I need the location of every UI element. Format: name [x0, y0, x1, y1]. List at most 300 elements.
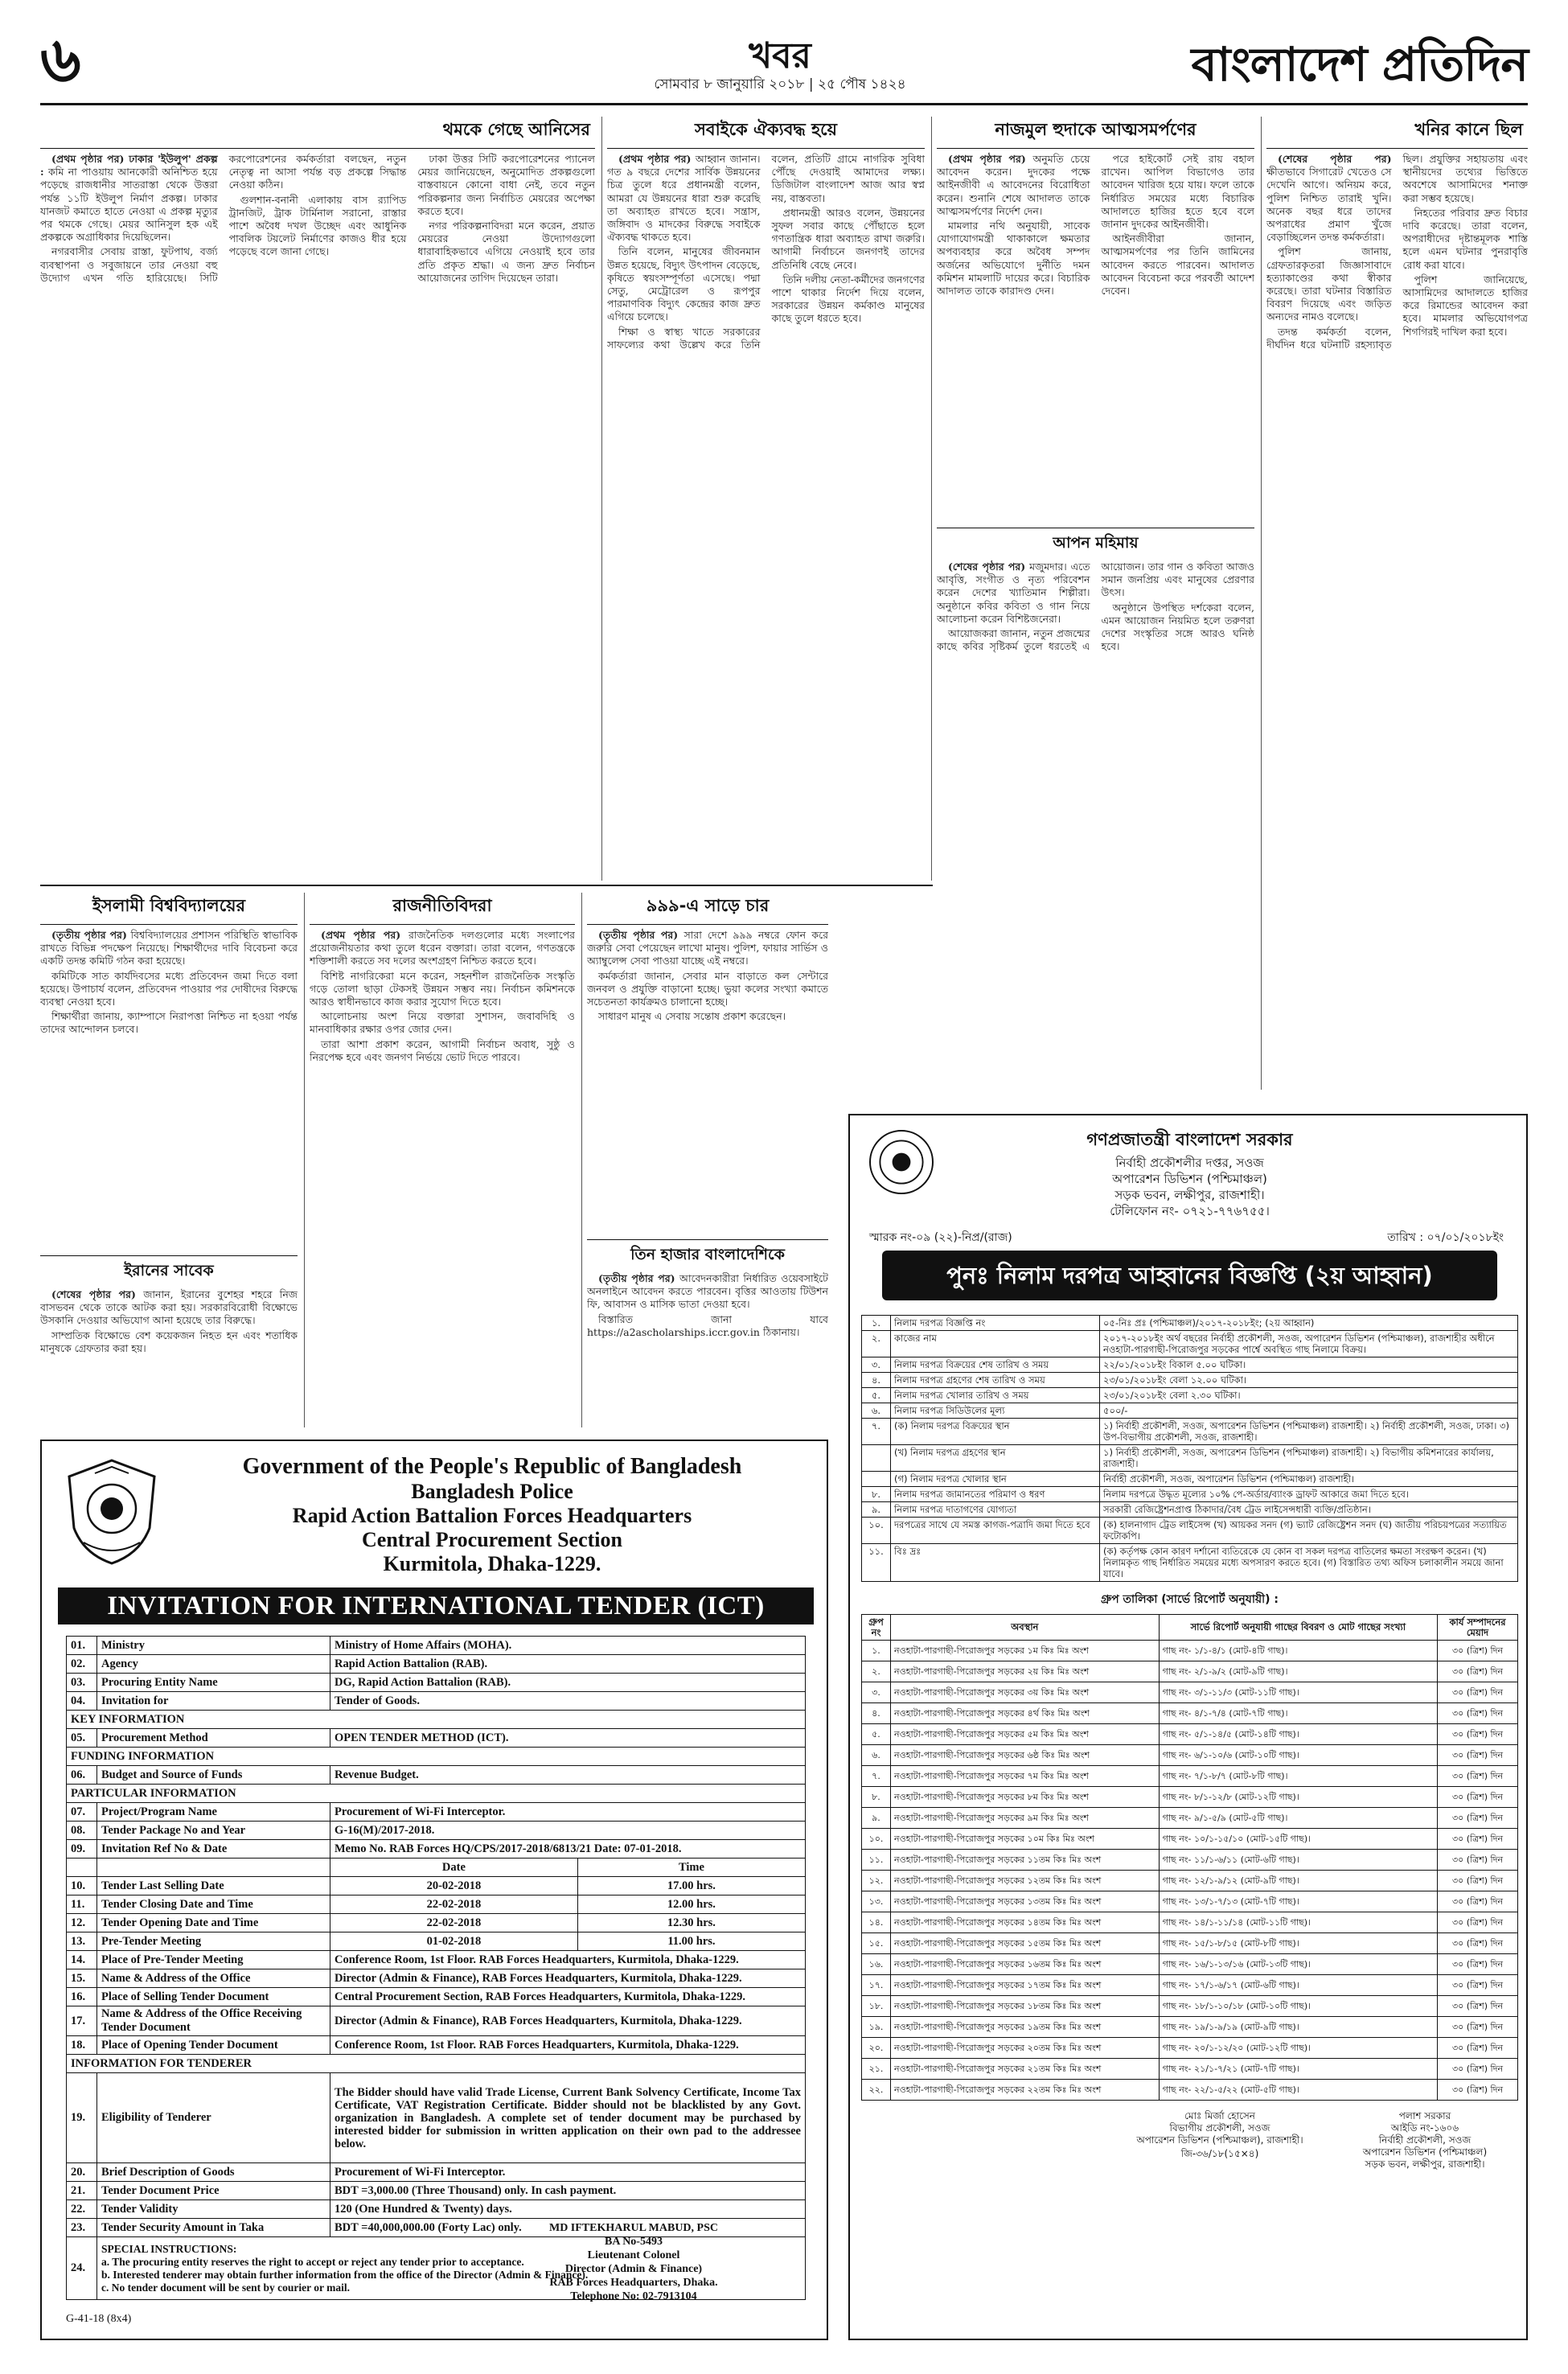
group-number: ২২. [862, 2080, 891, 2101]
group-description: গাছ নং- ২১/১-৭/২১ (মোট-৭টি গাছ)। [1159, 2059, 1437, 2080]
group-row [862, 1954, 1518, 1975]
group-location: নওহাটা-পারগাছী-পিরোজপুর সড়কের ২য় কিঃ মিঃ অংশ [891, 1661, 1160, 1682]
row-key: বিঃ দ্রঃ [891, 1544, 1100, 1582]
row-time: 17.00 hrs. [577, 1877, 805, 1896]
story-politics [310, 893, 575, 1431]
group-row [862, 1724, 1518, 1745]
group-number: ১৭. [862, 1975, 891, 1996]
column-divider [1261, 117, 1262, 1090]
signer-title: নির্বাহী প্রকৌশলী, সওজ [1378, 2134, 1472, 2146]
col-description: সার্ভে রিপোর্ট অনুযায়ী গাছের বিবরণ ও মোট গাছের সংখ্যা [1159, 1615, 1437, 1641]
row-time: 12.00 hrs. [577, 1896, 805, 1914]
rab-police: Bangladesh Police [411, 1480, 573, 1503]
row-key: নিলাম দরপত্র জামানতের পরিমাণ ও ধরণ [891, 1487, 1100, 1502]
special-item: b. Interested tenderer may obtain further information from the office of the Director (Admin & Finance). [101, 2268, 589, 2281]
table-row [862, 1419, 1518, 1445]
story-mine [1266, 117, 1528, 1098]
section-row [67, 1711, 806, 1729]
section-label: INFORMATION FOR TENDERER [67, 2055, 806, 2073]
table-row [862, 1502, 1518, 1518]
row-number: 17. [67, 2006, 97, 2036]
group-row [862, 1661, 1518, 1682]
row-number: 04. [67, 1692, 97, 1711]
group-duration: ৩০ (ত্রিশ) দিন [1438, 1766, 1518, 1787]
group-description: গাছ নং- ৭/১-৮/৭ (মোট-৮টি গাছ)। [1159, 1766, 1437, 1787]
signer-name: মোঃ মির্জা হোসেন [1184, 2110, 1255, 2121]
row-value: ২৩/০১/২০১৮ইং বেলা ১২.০০ ঘটিকা। [1100, 1373, 1518, 1388]
column-divider [581, 893, 582, 1427]
row-value: The Bidder should have valid Trade License, Current Bank Solvency Certificate, Income Tax Certificate, VAT Registration Certificate. Bidder should not be blacklisted by any Govt. organization in Bangladesh. A complete set of tender document may be purchased by interested bidder for submission in written application on their own pad to the addressee below. [330, 2073, 806, 2163]
group-description: গাছ নং- ১৪/১-১১/১৪ (মোট-১১টি গাছ)। [1159, 1912, 1437, 1933]
group-location: নওহাটা-পারগাছী-পিরোজপুর সড়কের ৪র্থ কিঃ মিঃ অংশ [891, 1703, 1160, 1724]
group-location: নওহাটা-পারগাছী-পিরোজপুর সড়কের ১৮তম কিঃ মিঃ অংশ [891, 1996, 1160, 2017]
group-duration: ৩০ (ত্রিশ) দিন [1438, 1787, 1518, 1808]
group-duration: ৩০ (ত্রিশ) দিন [1438, 2080, 1518, 2101]
table-row [862, 1472, 1518, 1487]
story-paragraph: ক্ষীতভাবে সিগারেট খেতেও সে দেখেনি আগে। অনিয়ম করে, পুলিশ নিশ্চিত তারাই খুনি। অনেক বছর ধরে তাদের অপরাধের প্রমাণ খুঁজে বেড়াচ্ছিলেন তদন্ত কর্মকর্তারা। [1266, 166, 1392, 244]
story-subheadline: ইরানের সাবেক [40, 1255, 298, 1285]
row-number: 15. [67, 1969, 97, 1988]
row-value: Rapid Action Battalion (RAB). [330, 1655, 806, 1674]
story-lead: (প্রথম পৃষ্ঠার পর) [618, 153, 692, 165]
table-row [67, 2200, 806, 2219]
story-headline: নাজমুল হুদাকে আত্মসমর্পণের [937, 117, 1254, 149]
row-key: Tender Last Selling Date [97, 1877, 330, 1896]
rab-gov: Government of the People's Republic of Bangladesh [242, 1454, 742, 1479]
group-location: নওহাটা-পারগাছী-পিরোজপুর সড়কের ১০ম কিঃ মিঃ অংশ [891, 1829, 1160, 1850]
group-description: গাছ নং- ৯/১-৫/৯ (মোট-৫টি গাছ)। [1159, 1808, 1437, 1829]
retender-banner: পুনঃ নিলাম দরপত্র আহ্বানের বিজ্ঞপ্তি (২য় আহ্বান) [882, 1251, 1497, 1300]
row-value: (ক) হালনাগাদ ট্রেড লাইসেন্স (খ) আয়কর সনদ (গ) ভ্যাট রেজিষ্ট্রেশন সনদ (ঘ) জাতীয় পরিচয়পত্রের সত্যায়িত ফটোকপি। [1100, 1518, 1518, 1544]
row-key: Budget and Source of Funds [97, 1766, 330, 1785]
group-number: ৯. [862, 1808, 891, 1829]
story-paragraph: সারা দেশে ৯৯৯ নম্বরে ফোন করে জরুরি সেবা পেয়েছেন লাখো মানুষ। পুলিশ, ফায়ার সার্ভিস ও অ্যাম্বুলেন্স সেবা পাওয়া যাচ্ছে এই নম্বরে। [587, 929, 828, 967]
row-number: 19. [67, 2073, 97, 2163]
row-value: ২৩/০১/২০১৮ইং বেলা ২.৩০ ঘটিকা। [1100, 1388, 1518, 1403]
section-row [67, 1785, 806, 1803]
row-value: Ministry of Home Affairs (MOHA). [330, 1637, 806, 1655]
story-paragraph: অনুষ্ঠানে উপস্থিত দর্শকেরা বলেন, এমন আয়োজন নিয়মিত হলে তরুণরা দেশের সংস্কৃতির সঙ্গে আরও ঘনিষ্ঠ হবে। [1101, 601, 1254, 653]
group-location: নওহাটা-পারগাছী-পিরোজপুর সড়কের ১২তম কিঃ মিঃ অংশ [891, 1871, 1160, 1891]
row-number: 18. [67, 2036, 97, 2055]
row-key: Tender Opening Date and Time [97, 1914, 330, 1932]
table-row [67, 2182, 806, 2200]
row-value: Procurement of Wi-Fi Interceptor. [330, 1803, 806, 1822]
table-row [67, 1896, 806, 1914]
group-row [862, 1703, 1518, 1724]
section-label: PARTICULAR INFORMATION [67, 1785, 806, 1803]
story-paragraph: শিক্ষা ও স্বাস্থ্য খাতে সরকারের সাফল্যের কথা উল্লেখ করে তিনি বলেন, প্রতিটি গ্রামে নাগরিক সুবিধা পৌঁছে দেওয়াই আমাদের লক্ষ্য। ডিজিটাল বাংলাদেশ আজ আর স্বপ্ন নয়, বাস্তবতা। [607, 153, 925, 351]
story-subheadline: তিন হাজার বাংলাদেশিকে [587, 1239, 828, 1269]
story-paragraph: প্রধানমন্ত্রী আরও বলেন, উন্নয়নের সুফল সবার কাছে পৌঁছাতে হলে গণতান্ত্রিক ধারা অব্যাহত রাখা জরুরি। আগামী নির্বাচনে জনগণই তাদের প্রতিনিধি বেছে নেবে। [771, 206, 925, 271]
group-row [862, 1682, 1518, 1703]
group-duration: ৩০ (ত্রিশ) দিন [1438, 2017, 1518, 2038]
story-paragraph: গুলশান-বনানী এলাকায় বাস র‍্যাপিড ট্রানজিট, ট্রাক টার্মিনাল সরানো, রাস্তার পাশে অবৈধ দখল উচ্ছেদ এবং আধুনিক পাবলিক টয়লেট নির্মাণের কাজও ধীর হয়ে পড়েছে বলে জানা গেছে। [228, 193, 407, 258]
signature-left [1123, 2110, 1316, 2146]
story-paragraph: জানান, ইরানের বুশেহর শহরে নিজ বাসভবন থেকে তাকে আটক করা হয়। সরকারবিরোধী বিক্ষোভে উসকানি দেওয়ার অভিযোগ আনা হয়েছে তার বিরুদ্ধে। [40, 1288, 298, 1327]
group-description: গাছ নং- ৮/১-১২/৮ (মোট-১২টি গাছ)। [1159, 1787, 1437, 1808]
story-paragraph: অনুমতি চেয়ে আবেদন করেন। দুদকের পক্ষে আইনজীবী এ আবেদনের বিরোধিতা করেন। শুনানি শেষে আদালত তাকে আত্মসমর্পণের নির্দেশ দেন। [937, 153, 1090, 217]
table-row [67, 1803, 806, 1822]
special-item: a. The procuring entity reserves the right to accept or reject any tender prior to acceptance. [101, 2255, 524, 2268]
row-time: 12.30 hrs. [577, 1914, 805, 1932]
rab-address: Kurmitola, Dhaka-1229. [383, 1552, 601, 1575]
table-row [862, 1388, 1518, 1403]
row-key: নিলাম দরপত্র বিক্রয়ের শেষ তারিখ ও সময় [891, 1357, 1100, 1373]
roads-address: সড়ক ভবন, লক্ষীপুর, রাজশাহী। [1114, 1188, 1265, 1202]
story-paragraph: বিশ্ববিদ্যালয়ের প্রশাসন পরিস্থিতি স্বাভাবিক রাখতে বিভিন্ন পদক্ষেপ নিয়েছে। শিক্ষার্থীদের দাবি বিবেচনা করে একটি তদন্ত কমিটি গঠন করা হয়েছে। [40, 929, 298, 967]
story-paragraph: কমিটিকে সাত কার্যদিবসের মধ্যে প্রতিবেদন জমা দিতে বলা হয়েছে। উপাচার্য বলেন, প্রতিবেদন পাওয়ার পর দোষীদের বিরুদ্ধে ব্যবস্থা নেওয়া হবে। [40, 969, 298, 1008]
group-location: নওহাটা-পারগাছী-পিরোজপুর সড়কের ২০তম কিঃ মিঃ অংশ [891, 2038, 1160, 2059]
row-key: (খ) নিলাম দরপত্র গ্রহণের স্থান [891, 1445, 1100, 1472]
group-number: ৪. [862, 1703, 891, 1724]
row-number: 12. [67, 1914, 97, 1932]
row-number: ৯. [862, 1502, 891, 1518]
story-headline: রাজনীতিবিদরা [310, 893, 575, 925]
table-row [67, 1969, 806, 1988]
row-number: 05. [67, 1729, 97, 1748]
group-number: ২. [862, 1661, 891, 1682]
row-key: Pre-Tender Meeting [97, 1932, 330, 1951]
table-row [67, 1932, 806, 1951]
roads-gov: গণপ্রজাতন্ত্রী বাংলাদেশ সরকার [1086, 1130, 1293, 1149]
group-description: গাছ নং- ১০/১-১৫/১০ (মোট-১৫টি গাছ)। [1159, 1829, 1437, 1850]
section-row [67, 1748, 806, 1766]
group-number: ১৪. [862, 1912, 891, 1933]
row-number: 23. [67, 2219, 97, 2237]
story-paragraph: তিনি দলীয় নেতা-কর্মীদের জনগণের পাশে থাকার নির্দেশ দিয়ে বলেন, সরকারের উন্নয়ন কর্মকাণ্ড মানুষের কাছে তুলে ধরতে হবে। [771, 273, 925, 325]
story-paragraph: আয়োজকরা জানান, নতুন প্রজন্মের কাছে কবির সৃষ্টিকর্ম তুলে ধরতেই এ আয়োজন। তার গান ও কবিতা আজও সমান জনপ্রিয় এবং মানুষের প্রেরণার উৎস। [937, 561, 1254, 653]
row-number: ১১. [862, 1544, 891, 1582]
memo-ref: স্মারক নং-০৯ (২২)-নিপ্র/(রাজ) [869, 1231, 1012, 1244]
row-value: সরকারী রেজিষ্ট্রেশনপ্রাপ্ত ঠিকাদার/বৈধ ট্রেড লাইসেন্সধারী ব্যক্তি/প্রতিষ্ঠান। [1100, 1502, 1518, 1518]
group-row [862, 1829, 1518, 1850]
table-row [67, 2036, 806, 2055]
row-key: নিলাম দরপত্র গ্রহণের শেষ তারিখ ও সময় [891, 1373, 1100, 1388]
row-value: নির্বাহী প্রকৌশলী, সওজ, অপারেশন ডিভিশন (পশ্চিমাঞ্চল) রাজশাহী। [1100, 1472, 1518, 1487]
ict-table [66, 1636, 806, 2300]
story-paragraph: নগরবাসীর সেবায় রাস্তা, ফুটপাথ, বর্জ্য ব্যবস্থাপনা ও সবুজায়নে তার নেওয়া বহু উদ্যোগ এখন গতি হারিয়েছে। সিটি করপোরেশনের কর্মকর্তারা বলছেন, নতুন নেতৃত্ব না আসা পর্যন্ত বড় প্রকল্পে সিদ্ধান্ত নেওয়া কঠিন। [40, 153, 407, 284]
table-row [67, 1637, 806, 1655]
signer-title: বিভাগীয় প্রকৌশলী, সওজ [1169, 2122, 1270, 2134]
group-duration: ৩০ (ত্রিশ) দিন [1438, 1829, 1518, 1850]
story-lead: (শেষের পৃষ্ঠার পর) [51, 1288, 136, 1300]
table-header-row [67, 1859, 806, 1877]
group-number: ১৮. [862, 1996, 891, 2017]
group-duration: ৩০ (ত্রিশ) দিন [1438, 1682, 1518, 1703]
group-number: ৫. [862, 1724, 891, 1745]
row-number: ৬. [862, 1403, 891, 1419]
group-number: ১. [862, 1641, 891, 1661]
col-location: অবস্থান [891, 1615, 1160, 1641]
table-row [862, 1487, 1518, 1502]
row-value: ১) নির্বাহী প্রকৌশলী, সওজ, অপারেশন ডিভিশন (পশ্চিমাঞ্চল) রাজশাহী। ২) নির্বাহী প্রকৌশলী, সওজ, ঢাকা। ৩) উপ-বিভাগীয় প্রকৌশলী, সওজ, রাজশাহী। [1100, 1419, 1518, 1445]
story-body [937, 153, 1254, 523]
memo-date: তারিখ : ০৭/০১/২০১৮ইং [1387, 1231, 1504, 1244]
story-paragraph: বিশিষ্ট নাগরিকেরা মনে করেন, সহনশীল রাজনৈতিক সংস্কৃতি গড়ে তোলা ছাড়া টেকসই উন্নয়ন সম্ভব নয়। নির্বাচন কমিশনকে আরও স্বাধীনভাবে কাজ করার সুযোগ দিতে হবে। [310, 969, 575, 1008]
group-description: গাছ নং- ১৫/১-৮/১৫ (মোট-৮টি গাছ)। [1159, 1933, 1437, 1954]
row-number: 11. [67, 1896, 97, 1914]
col-duration: কার্য সম্পাদনের মেয়াদ [1438, 1615, 1518, 1641]
group-description: গাছ নং- ১৩/১-৭/১৩ (মোট-৭টি গাছ)। [1159, 1891, 1437, 1912]
row-key: Ministry [97, 1637, 330, 1655]
group-number: ১৫. [862, 1933, 891, 1954]
row-number: 10. [67, 1877, 97, 1896]
group-description: গাছ নং- ২০/১-১২/২০ (মোট-১২টি গাছ)। [1159, 2038, 1437, 2059]
story-paragraph: সাম্প্রতিক বিক্ষোভে বেশ কয়েকজন নিহত হন এবং শতাধিক মানুষকে গ্রেফতার করা হয়। [40, 1329, 298, 1354]
row-value: Conference Room, 1st Floor. RAB Forces Headquarters, Kurmitola, Dhaka-1229. [330, 2036, 806, 2055]
row-number: 07. [67, 1803, 97, 1822]
group-row [862, 1891, 1518, 1912]
story-lead: (প্রথম পৃষ্ঠার পর) [321, 929, 401, 941]
group-location: নওহাটা-পারগাছী-পিরোজপুর সড়কের ১৩তম কিঃ মিঃ অংশ [891, 1891, 1160, 1912]
signer-ba: BA No-5493 [605, 2236, 663, 2248]
story-paragraph: কর্মকর্তারা জানান, সেবার মান বাড়াতে কল সেন্টারে জনবল ও প্রযুক্তি বাড়ানো হচ্ছে। ভুয়া কলের সংখ্যা কমাতে সচেতনতা কার্যক্রমও চালানো হচ্ছে। [587, 969, 828, 1008]
rab-hq: Rapid Action Battalion Forces Headquarters [292, 1504, 692, 1527]
story-lead: (তৃতীয় পৃষ্ঠার পর) [51, 929, 127, 941]
row-number: 13. [67, 1932, 97, 1951]
group-duration: ৩০ (ত্রিশ) দিন [1438, 1808, 1518, 1829]
group-location: নওহাটা-পারগাছী-পিরোজপুর সড়কের ২১তম কিঃ মিঃ অংশ [891, 2059, 1160, 2080]
section-row [67, 2055, 806, 2073]
story-paragraph: শিক্ষার্থীরা জানায়, ক্যাম্পাসে নিরাপত্তা নিশ্চিত না হওয়া পর্যন্ত তাদের আন্দোলন চলবে। [40, 1010, 298, 1036]
story-paragraph: রাজনৈতিক দলগুলোর মধ্যে সংলাপের প্রয়োজনীয়তার কথা তুলে ধরেন বক্তারা। তারা বলেন, গণতন্ত্রকে শক্তিশালী করতে সব দলের অংশগ্রহণ নিশ্চিত করতে হবে। [310, 929, 575, 967]
row-number [862, 1472, 891, 1487]
table-row [67, 1674, 806, 1692]
row-number: 03. [67, 1674, 97, 1692]
story-paragraph: সাধারণ মানুষ এ সেবায় সন্তোষ প্রকাশ করেছেন। [598, 1010, 786, 1023]
row-key: Eligibility of Tenderer [97, 2073, 330, 2163]
retender-table [861, 1315, 1518, 1582]
group-number: ১১. [862, 1850, 891, 1871]
table-row [862, 1544, 1518, 1582]
row-number: ১০. [862, 1518, 891, 1544]
story-unity [607, 117, 925, 889]
group-duration: ৩০ (ত্রিশ) দিন [1438, 1933, 1518, 1954]
row-date: 01-02-2018 [330, 1932, 578, 1951]
row-value: Conference Room, 1st Floor. RAB Forces Headquarters, Kurmitola, Dhaka-1229. [330, 1951, 806, 1969]
row-key: Tender Document Price [97, 2182, 330, 2200]
group-duration: ৩০ (ত্রিশ) দিন [1438, 1891, 1518, 1912]
row-number: 16. [67, 1988, 97, 2006]
story-lead: (তৃতীয় পৃষ্ঠার পর) [598, 1272, 675, 1284]
group-duration: ৩০ (ত্রিশ) দিন [1438, 1641, 1518, 1661]
column-divider [304, 893, 305, 1427]
story-body [587, 1272, 828, 1431]
story-subheadline: আপন মহিমায় [937, 528, 1254, 557]
group-duration: ৩০ (ত্রিশ) দিন [1438, 1850, 1518, 1871]
group-description: গাছ নং- ৫/১-১৪/৫ (মোট-১৪টি গাছ)। [1159, 1724, 1437, 1745]
story-paragraph: মামলার নথি অনুযায়ী, সাবেক যোগাযোগমন্ত্রী থাকাকালে ক্ষমতার অপব্যবহার করে অবৈধ সম্পদ অর্জনের অভিযোগে দুর্নীতি দমন কমিশন মামলাটি দায়ের করে। বিচারিক আদালত তাকে কারাদণ্ড দেন। [937, 220, 1090, 298]
story-lead: (তৃতীয় পৃষ্ঠার পর) [598, 929, 679, 941]
row-key: Tender Package No and Year [97, 1822, 330, 1840]
row-value: DG, Rapid Action Battalion (RAB). [330, 1674, 806, 1692]
group-number: ১৬. [862, 1954, 891, 1975]
roads-header [850, 1127, 1529, 1219]
story-paragraph: তারা আশা প্রকাশ করেন, আগামী নির্বাচন অবাধ, সুষ্ঠু ও নিরপেক্ষ হবে এবং জনগণ নির্ভয়ে ভোট দিতে পারবে। [310, 1037, 575, 1063]
group-row [862, 1871, 1518, 1891]
row-value: G-16(M)/2017-2018. [330, 1822, 806, 1840]
group-location: নওহাটা-পারগাছী-পিরোজপুর সড়কের ৯ম কিঃ মিঃ অংশ [891, 1808, 1160, 1829]
section-rule [40, 885, 933, 886]
row-key: Brief Description of Goods [97, 2163, 330, 2182]
row-key: নিলাম দরপত্র দাতাগণের যোগ্যতা [891, 1502, 1100, 1518]
row-key: Place of Selling Tender Document [97, 1988, 330, 2006]
row-key: Invitation for [97, 1692, 330, 1711]
row-value: BDT =40,000,000.00 (Forty Lac) only. [330, 2219, 806, 2237]
group-duration: ৩০ (ত্রিশ) দিন [1438, 2059, 1518, 2080]
group-location: নওহাটা-পারগাছী-পিরোজপুর সড়কের ৫ম কিঃ মিঃ অংশ [891, 1724, 1160, 1745]
row-value: (ক) কর্তৃপক্ষ কোন কারণ দর্শানো ব্যতিরেকে যে কোন বা সকল দরপত্র বাতিলের ক্ষমতা সংরক্ষণ করেন। (খ) নিলামকৃত গাছ নির্ধারিত সময়ের মধ্যে অপসারণ করতে হবে। (গ) বিস্তারিত তথ্য অফিস চলাকালীন সময়ে জানা যাবে। [1100, 1544, 1518, 1582]
table-row [67, 1729, 806, 1748]
row-key: Tender Security Amount in Taka [97, 2219, 330, 2237]
group-table [861, 1614, 1518, 2101]
group-location: নওহাটা-পারগাছী-পিরোজপুর সড়কের ৮ম কিঃ মিঃ অংশ [891, 1787, 1160, 1808]
group-description: গাছ নং- ৪/১-৭/৪ (মোট-৭টি গাছ)। [1159, 1703, 1437, 1724]
row-value: ১) নির্বাহী প্রকৌশলী, সওজ, অপারেশন ডিভিশন (পশ্চিমাঞ্চল) রাজশাহী। ২) বিভাগীয় কমিশনারের কার্যালয়, রাজশাহী। [1100, 1445, 1518, 1472]
row-number: ১. [862, 1316, 891, 1331]
group-description: গাছ নং- ২/১-৯/২ (মোট-৯টি গাছ)। [1159, 1661, 1437, 1682]
row-number: 06. [67, 1766, 97, 1785]
group-location: নওহাটা-পারগাছী-পিরোজপুর সড়কের ১৬তম কিঃ মিঃ অংশ [891, 1954, 1160, 1975]
signer-office: অপারেশন ডিভিশন (পশ্চিমাঞ্চল), রাজশাহী। [1136, 2134, 1303, 2146]
story-islami [40, 893, 298, 1431]
rab-section: Central Procurement Section [362, 1528, 622, 1551]
group-description: গাছ নং- ১৯/১-৯/১৯ (মোট-৯টি গাছ)। [1159, 2017, 1437, 2038]
story-paragraph: তিনি বলেন, মানুষের জীবনমান উন্নত হয়েছে, বিদ্যুৎ উৎপাদন বেড়েছে, কৃষিতে স্বয়ংসম্পূর্ণতা এসেছে। পদ্মা সেতু, মেট্রোরেল ও রূপপুর পারমাণবিক বিদ্যুৎ কেন্দ্রের কাজ দ্রুত এগিয়ে চলেছে। [607, 245, 761, 323]
row-number: ৮. [862, 1487, 891, 1502]
row-number: 14. [67, 1951, 97, 1969]
row-key: Agency [97, 1655, 330, 1674]
story-paragraph: পুলিশ জানিয়েছে, আসামিদের আদালতে হাজির করে রিমান্ডের আবেদন করা হবে। মামলার অভিযোগপত্র শিগগিরই দাখিল করা হবে। [1402, 273, 1528, 338]
row-number: 21. [67, 2182, 97, 2200]
group-description: গাছ নং- ১/১-৪/১ (মোট-৪টি গাছ)। [1159, 1641, 1437, 1661]
roads-office: নির্বাহী প্রকৌশলীর দপ্তর, সওজ [1115, 1156, 1264, 1170]
roads-phone: টেলিফোন নং- ০৭২১-৭৭৬৭৫৫। [1110, 1204, 1270, 1218]
table-row [862, 1357, 1518, 1373]
row-number: ৩. [862, 1357, 891, 1373]
rab-tender-ad [40, 1440, 828, 2340]
signer-id: আইডি নং-১৬০৬ [1390, 2122, 1459, 2134]
group-row [862, 2080, 1518, 2101]
row-value: Procurement of Wi-Fi Interceptor. [330, 2163, 806, 2182]
group-description: গাছ নং- ১৭/১-৬/১৭ (মোট-৬টি গাছ)। [1159, 1975, 1437, 1996]
group-location: নওহাটা-পারগাছী-পিরোজপুর সড়কের ৩য় কিঃ মিঃ অংশ [891, 1682, 1160, 1703]
dateline: সোমবার ৮ জানুয়ারি ২০১৮ | ২৫ পৌষ ১৪২৪ [654, 76, 906, 92]
row-key: Project/Program Name [97, 1803, 330, 1822]
table-row [862, 1403, 1518, 1419]
col-group-no: গ্রুপ নং [862, 1615, 891, 1641]
row-value: Director (Admin & Finance), RAB Forces Headquarters, Kurmitola, Dhaka-1229. [330, 2006, 806, 2036]
group-row [862, 1641, 1518, 1661]
row-number: 01. [67, 1637, 97, 1655]
special-item: c. No tender document will be sent by courier or mail. [101, 2281, 350, 2294]
group-row [862, 2017, 1518, 2038]
table-row [67, 2073, 806, 2163]
signer-phone: Telephone No: 02-7913104 [570, 2290, 697, 2302]
row-key: Place of Opening Tender Document [97, 2036, 330, 2055]
story-body [587, 929, 828, 1234]
group-location: নওহাটা-পারগাছী-পিরোজপুর সড়কের ৬ষ্ঠ কিঃ মিঃ অংশ [891, 1745, 1160, 1766]
story-body [607, 153, 925, 885]
police-crest-icon [60, 1456, 164, 1568]
row-key: নিলাম দরপত্র বিজ্ঞপ্তি নং [891, 1316, 1100, 1331]
group-duration: ৩০ (ত্রিশ) দিন [1438, 1996, 1518, 2017]
column-divider [931, 117, 932, 881]
row-number: 20. [67, 2163, 97, 2182]
table-row [67, 1840, 806, 1859]
group-duration: ৩০ (ত্রিশ) দিন [1438, 1912, 1518, 1933]
story-paragraph: পরে হাইকোর্ট সেই রায় বহাল রাখেন। আপিল বিভাগেও তার আবেদন খারিজ হয়ে যায়। ফলে তাকে নির্ধারিত সময়ের মধ্যে বিচারিক আদালতে হাজির হতে হবে বলে জানান দুদকের আইনজীবী। [1101, 153, 1254, 231]
row-value: ২২/০১/২০১৮ইং বিকাল ৫.০০ ঘটিকা। [1100, 1357, 1518, 1373]
signer-name: MD IFTEKHARUL MABUD, PSC [548, 2222, 718, 2234]
group-duration: ৩০ (ত্রিশ) দিন [1438, 1954, 1518, 1975]
group-duration: ৩০ (ত্রিশ) দিন [1438, 1661, 1518, 1682]
story-paragraph: মজুমদার। এতে আবৃত্তি, সংগীত ও নৃত্য পরিবেশন করেন দেশের খ্যাতিমান শিল্পীরা। অনুষ্ঠানে কবির কবিতা ও গান নিয়ে আলোচনা করেন বিশিষ্টজনেরা। [937, 561, 1090, 625]
row-value: Central Procurement Section, RAB Forces Headquarters, Kurmitola, Dhaka-1229. [330, 1988, 806, 2006]
table-row [862, 1316, 1518, 1331]
group-duration: ৩০ (ত্রিশ) দিন [1438, 1703, 1518, 1724]
signer-title: Director (Admin & Finance) [564, 2263, 703, 2275]
row-number: 22. [67, 2200, 97, 2219]
date-header: Date [330, 1859, 578, 1877]
group-row [862, 1975, 1518, 1996]
group-location: নওহাটা-পারগাছী-পিরোজপুর সড়কের ১ম কিঃ মিঃ অংশ [891, 1641, 1160, 1661]
story-paragraph: কমি না পাওয়ায় আনকোরী অনিশ্চিত হয়ে পড়েছে রাজধানীর সাতরাস্তা থেকে উত্তরা পর্যন্ত ১১টি ইউলুপ নির্মাণ প্রকল্প। ঢাকার যানজট কমাতে হাতে নেওয়া এ প্রকল্প মৃত্যুর পর থমকে গেছে। মেয়র আনিসুল হক এই প্রকল্পকে অগ্রাধিকার দিয়েছিলেন। [40, 166, 218, 244]
row-key: কাজের নাম [891, 1331, 1100, 1357]
group-location: নওহাটা-পারগাছী-পিরোজপুর সড়কের ৭ম কিঃ মিঃ অংশ [891, 1766, 1160, 1787]
row-key: Tender Closing Date and Time [97, 1896, 330, 1914]
ad-code: G-41-18 (8x4) [66, 2313, 132, 2325]
rab-signature [505, 2221, 762, 2303]
story-lead: (প্রথম পৃষ্ঠার পর) ঢাকার 'ইউলুপ' প্রকল্প : [40, 153, 218, 179]
group-list-title: গ্রুপ তালিকা (সার্ভে রিপোর্ট অনুযায়ী) : [1100, 1593, 1279, 1606]
story-paragraph: আবেদনকারীরা নির্ধারিত ওয়েবসাইটে অনলাইনে আবেদন করতে পারবেন। বৃত্তির আওতায় টিউশন ফি, আবাসন ও মাসিক ভাতা দেওয়া হবে। [587, 1272, 828, 1311]
row-key: Procurement Method [97, 1729, 330, 1748]
row-number: ৭. [862, 1419, 891, 1445]
row-key: নিলাম দরপত্র সিডিউলের মূল্য [891, 1403, 1100, 1419]
table-row [67, 1914, 806, 1932]
group-number: ১৩. [862, 1891, 891, 1912]
table-row [67, 1877, 806, 1896]
group-number: ১২. [862, 1871, 891, 1891]
table-row [67, 1766, 806, 1785]
signer-name: পলাশ সরকার [1398, 2110, 1451, 2121]
group-row [862, 1912, 1518, 1933]
row-value: ০৫-নিঃ প্রঃ (পশ্চিমাঞ্চল)/২০১৭-২০১৮ইং; (২য় আহ্বান) [1100, 1316, 1518, 1331]
group-duration: ৩০ (ত্রিশ) দিন [1438, 1745, 1518, 1766]
story-paragraph: নগর পরিকল্পনাবিদরা মনে করেন, প্রয়াত মেয়রের নেওয়া উদ্যোগগুলো ধারাবাহিকভাবে এগিয়ে নেওয়াই হবে তার প্রতি প্রকৃত শ্রদ্ধা। এ জন্য দ্রুত নির্বাচন আয়োজনের তাগিদ দিয়েছেন তারা। [417, 220, 595, 284]
group-description: গাছ নং- ১৮/১-১০/১৮ (মোট-১০টি গাছ)। [1159, 1996, 1437, 2017]
group-description: গাছ নং- ১১/১-৬/১১ (মোট-৬টি গাছ)। [1159, 1850, 1437, 1871]
row-value: 120 (One Hundred & Twenty) days. [330, 2200, 806, 2219]
group-row [862, 1808, 1518, 1829]
story-headline: থমকে গেছে আনিসের [40, 117, 595, 149]
row-value: ৫০০/- [1100, 1403, 1518, 1419]
time-header: Time [577, 1859, 805, 1877]
signer-office: অপারেশন ডিভিশন (পশ্চিমাঞ্চল) [1362, 2146, 1488, 2158]
group-description: গাছ নং- ১২/১-৯/১২ (মোট-৯টি গাছ)। [1159, 1871, 1437, 1891]
group-duration: ৩০ (ত্রিশ) দিন [1438, 1724, 1518, 1745]
group-location: নওহাটা-পারগাছী-পিরোজপুর সড়কের ১৪তম কিঃ মিঃ অংশ [891, 1912, 1160, 1933]
table-row [67, 1822, 806, 1840]
group-number: ৩. [862, 1682, 891, 1703]
row-value: ২০১৭-২০১৮ইং অর্থ বছরের নির্বাহী প্রকৌশলী, সওজ, অপারেশন ডিভিশন (পশ্চিমাঞ্চল), রাজশাহীর অধীনে নওহাটা-পারগাছী-পিরোজপুর সড়কের পার্শ্বে অবস্থিত গাছ নিলামে বিক্রয়। [1100, 1331, 1518, 1357]
row-key: Name & Address of the Office Receiving Tender Document [97, 2006, 330, 2036]
story-lead: (শেষের পৃষ্ঠার পর) [948, 561, 1026, 573]
group-number: ১০. [862, 1829, 891, 1850]
story-paragraph: আহ্বান জানান। গত ৯ বছরে দেশের সার্বিক উন্নয়নের চিত্র তুলে ধরে প্রধানমন্ত্রী বলেন, আমরা যে উন্নয়নের ধারা শুরু করেছি তা অব্যাহত রাখতে হবে। সন্ত্রাস, জঙ্গিবাদ ও মাদকের বিরুদ্ধে সবাইকে ঐক্যবদ্ধ থাকতে হবে। [607, 153, 761, 244]
